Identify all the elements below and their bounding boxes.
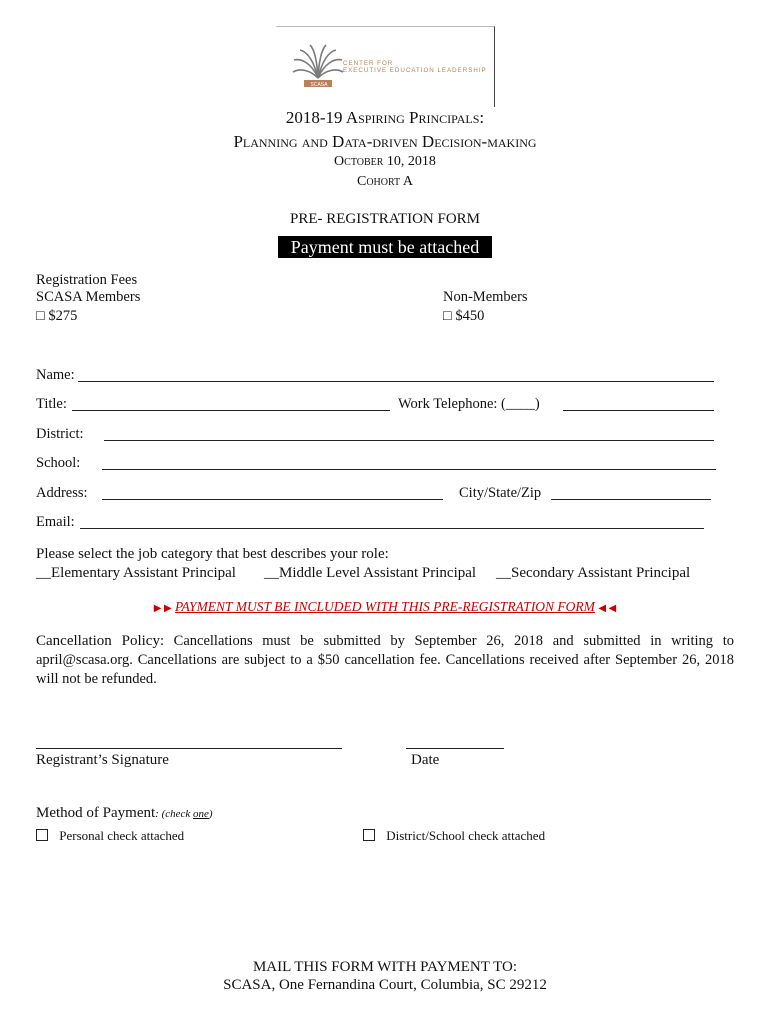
- form-title: PRE- REGISTRATION FORM: [289, 211, 481, 227]
- district-field[interactable]: [104, 440, 714, 441]
- title-line2: Planning and Data-driven Decision-making: [233, 132, 537, 151]
- cancellation-policy: [36, 632, 734, 689]
- nonmembers-price: $450: [455, 308, 485, 324]
- nonmembers-label: Non-Members: [443, 289, 528, 305]
- fees-heading: Registration Fees: [36, 272, 138, 288]
- logo-wordmark: [343, 60, 487, 74]
- hint-prefix: : (check: [155, 808, 194, 820]
- date-label: Date: [411, 752, 440, 768]
- logo-badge: SCASA: [310, 82, 328, 88]
- district-label: District:: [36, 426, 84, 442]
- personal-check-label: Personal check attached: [59, 828, 185, 843]
- logo-line1: CENTER FOR: [343, 60, 394, 67]
- arrows-right-icon: ▶ ▶: [153, 603, 172, 614]
- district-check-label: District/School check attached: [386, 828, 546, 843]
- payment-method-label: Method of Payment: [36, 805, 156, 821]
- nonmembers-checkbox-icon[interactable]: □: [443, 308, 452, 324]
- members-label: SCASA Members: [36, 289, 141, 305]
- date-field[interactable]: [406, 748, 504, 749]
- title-label: Title:: [36, 396, 67, 412]
- district-check-checkbox-icon[interactable]: [363, 829, 375, 841]
- city-state-zip-label: City/State/Zip: [459, 485, 542, 501]
- cancellation-text: : Cancellations must be submitted by September 26, 2018 and submitted in writing to april@scasa.org. Cancellations are subject to a $50 cancellation fee. Cancellations received after September 26, 2018 will not be refunded.: [36, 633, 735, 687]
- job-category-prompt: Please select the job category that best describes your role:: [36, 546, 389, 562]
- area-code-field[interactable]: ____: [505, 396, 535, 412]
- payment-option-personal[interactable]: [36, 828, 184, 844]
- work-telephone-label: [398, 396, 540, 413]
- area-code-close: ): [534, 396, 540, 412]
- cancellation-label: Cancellation Policy: [36, 633, 160, 649]
- address-label: Address:: [36, 485, 88, 501]
- event-date: October 10, 2018: [334, 154, 436, 169]
- arrows-left-icon: ◀ ◀: [598, 603, 617, 614]
- nonmembers-option[interactable]: [443, 308, 484, 325]
- mail-address: SCASA, One Fernandina Court, Columbia, SC 29212: [223, 977, 547, 993]
- email-field[interactable]: [80, 528, 704, 529]
- logo-line2: EXECUTIVE EDUCATION LEADERSHIP: [343, 67, 487, 74]
- school-label: School:: [36, 455, 81, 471]
- address-field[interactable]: [102, 499, 443, 500]
- hint-emphasis: one: [193, 808, 209, 820]
- work-telephone-field[interactable]: [563, 410, 714, 411]
- members-option[interactable]: [36, 308, 77, 325]
- job-option-elementary[interactable]: __Elementary Assistant Principal: [36, 565, 236, 581]
- members-price: $275: [48, 308, 78, 324]
- title-line1: 2018-19 Aspiring Principals:: [285, 108, 485, 127]
- signature-label: Registrant’s Signature: [36, 752, 169, 768]
- payment-method-hint: [155, 808, 212, 820]
- work-telephone-text: Work Telephone: (: [398, 396, 506, 412]
- payment-notice-text: PAYMENT MUST BE INCLUDED WITH THIS PRE-REGISTRATION FORM: [175, 599, 595, 614]
- payment-method-heading: [36, 804, 213, 822]
- name-field[interactable]: [78, 381, 714, 382]
- mail-heading: MAIL THIS FORM WITH PAYMENT TO:: [252, 959, 518, 975]
- title-field[interactable]: [72, 410, 390, 411]
- cohort: Cohort A: [356, 174, 414, 189]
- personal-check-checkbox-icon[interactable]: [36, 829, 48, 841]
- name-label: Name:: [36, 367, 75, 383]
- members-checkbox-icon[interactable]: □: [36, 308, 45, 324]
- payment-notice: [0, 599, 770, 615]
- payment-banner: Payment must be attached: [278, 236, 492, 258]
- job-option-secondary[interactable]: __Secondary Assistant Principal: [496, 565, 691, 581]
- payment-option-district[interactable]: [363, 828, 545, 844]
- job-option-middle[interactable]: __Middle Level Assistant Principal: [264, 565, 477, 581]
- email-label: Email:: [36, 514, 75, 530]
- signature-field[interactable]: [36, 748, 342, 749]
- hint-suffix: ): [208, 808, 213, 820]
- city-state-zip-field[interactable]: [551, 499, 711, 500]
- school-field[interactable]: [102, 469, 716, 470]
